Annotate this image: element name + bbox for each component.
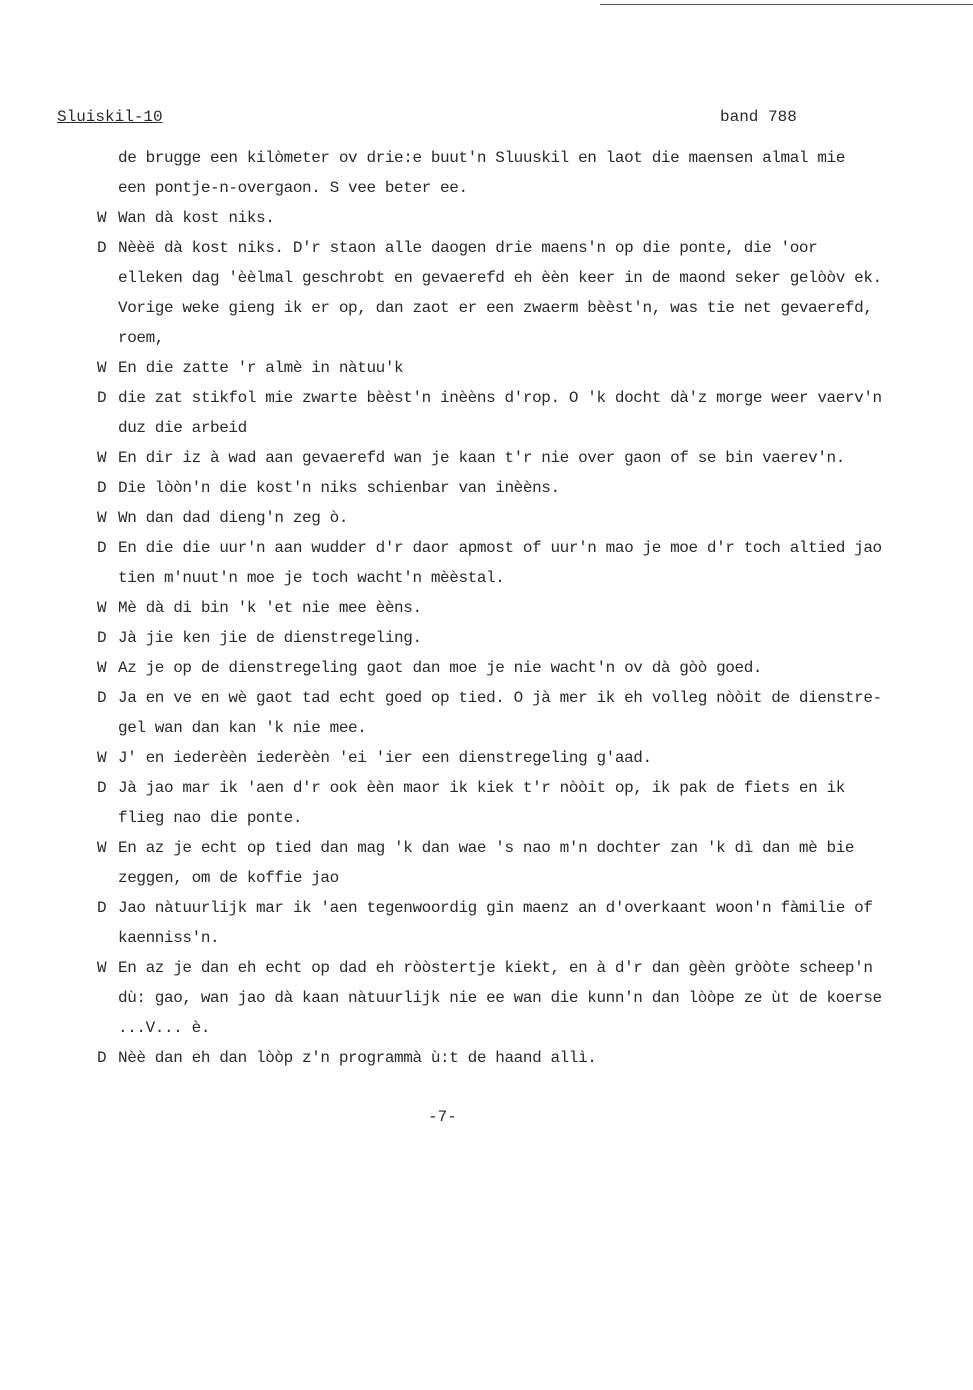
transcript-line: een pontje-n-overgaon. S vee beter ee. [118, 179, 468, 197]
document-id: Sluiskil-10 [57, 108, 163, 126]
tape-number: band 788 [720, 108, 797, 126]
transcript-line: Az je op de dienstregeling gaot dan moe je nie wacht'n ov dà gòò goed. [118, 659, 763, 677]
transcript-line: Wan dà kost niks. [118, 209, 275, 227]
speaker-label: D [97, 479, 107, 497]
transcript-line: Ja en ve en wè gaot tad echt goed op tied. O jà mer ik eh volleg nòòit de dienstre- [118, 689, 882, 707]
transcript-line: roem, [118, 329, 165, 347]
transcript-line: Jao nàtuurlijk mar ik 'aen tegenwoordig gin maenz an d'overkaant woon'n fàmilie of [118, 899, 873, 917]
transcript-line: En die die uur'n aan wudder d'r daor apmost of uur'n mao je moe d'r toch altied jao [118, 539, 882, 557]
speaker-label: W [97, 509, 107, 527]
speaker-label: D [97, 239, 107, 257]
page-number: -7- [428, 1108, 457, 1126]
transcript-line: gel wan dan kan 'k nie mee. [118, 719, 367, 737]
speaker-label: D [97, 629, 107, 647]
speaker-label: W [97, 209, 107, 227]
transcript-line: ...V... è. [118, 1019, 211, 1037]
transcript-line: Nèè dan eh dan lòòp z'n programmà ù:t de haand allì. [118, 1049, 597, 1067]
transcript-line: flieg nao die ponte. [118, 809, 303, 827]
transcript-line: J' en iederèèn iederèèn 'ei 'ier een dienstregeling g'aad. [118, 749, 652, 767]
speaker-label: W [97, 449, 107, 467]
transcript-line: Die lòòn'n die kost'n niks schienbar van inèèns. [118, 479, 560, 497]
transcript-line: duz die arbeid [118, 419, 247, 437]
transcript-line: En az je echt op tied dan mag 'k dan wae 's nao m'n dochter zan 'k dì dan mè bie [118, 839, 855, 857]
transcript-line: En az je dan eh echt op dad eh ròòstertje kiekt, en à d'r dan gèèn gròòte scheep'n [118, 959, 873, 977]
speaker-label: W [97, 599, 107, 617]
speaker-label: W [97, 959, 107, 977]
speaker-label: D [97, 389, 107, 407]
transcript-line: die zat stikfol mie zwarte bèèst'n inèèns d'rop. O 'k docht dà'z morge weer vaerv'n [118, 389, 882, 407]
speaker-label: D [97, 689, 107, 707]
transcript-line: kaenniss'n. [118, 929, 220, 947]
speaker-label: D [97, 1049, 107, 1067]
speaker-label: W [97, 359, 107, 377]
transcript-line: Jà jao mar ik 'aen d'r ook èèn maor ik kiek t'r nòòit op, ik pak de fiets en ik [118, 779, 845, 797]
transcript-line: dù: gao, wan jao dà kaan nàtuurlijk nie ee wan die kunn'n dan lòòpe ze ùt de koerse [118, 989, 882, 1007]
speaker-label: W [97, 749, 107, 767]
transcript-line: Vorige weke gieng ik er op, dan zaot er een zwaerm bèèst'n, was tie net gevaerefd, [118, 299, 873, 317]
transcript-line: de brugge een kilòmeter ov drie:e buut'n Sluuskil en laot die maensen almal mie [118, 149, 845, 167]
speaker-label: D [97, 899, 107, 917]
speaker-label: W [97, 659, 107, 677]
transcript-line: Nèèë dà kost niks. D'r staon alle daogen drie maens'n op die ponte, die 'oor [118, 239, 818, 257]
transcript-line: zeggen, om de koffie jao [118, 869, 339, 887]
transcript-line: tien m'nuut'n moe je toch wacht'n mèèstal. [118, 569, 505, 587]
transcript-line: En dir iz à wad aan gevaerefd wan je kaan t'r nie over gaon of se bin vaerev'n. [118, 449, 845, 467]
transcript-line: Wn dan dad dieng'n zeg ò. [118, 509, 349, 527]
top-rule [600, 4, 973, 5]
speaker-label: D [97, 779, 107, 797]
transcript-line: Jà jie ken jie de dienstregeling. [118, 629, 422, 647]
transcript-line: En die zatte 'r almè in nàtuu'k [118, 359, 404, 377]
speaker-label: W [97, 839, 107, 857]
speaker-label: D [97, 539, 107, 557]
transcript-line: elleken dag 'èèlmal geschrobt en gevaerefd eh èèn keer in de maond seker gelòòv ek. [118, 269, 882, 287]
transcript-line: Mè dà di bin 'k 'et nie mee èèns. [118, 599, 422, 617]
